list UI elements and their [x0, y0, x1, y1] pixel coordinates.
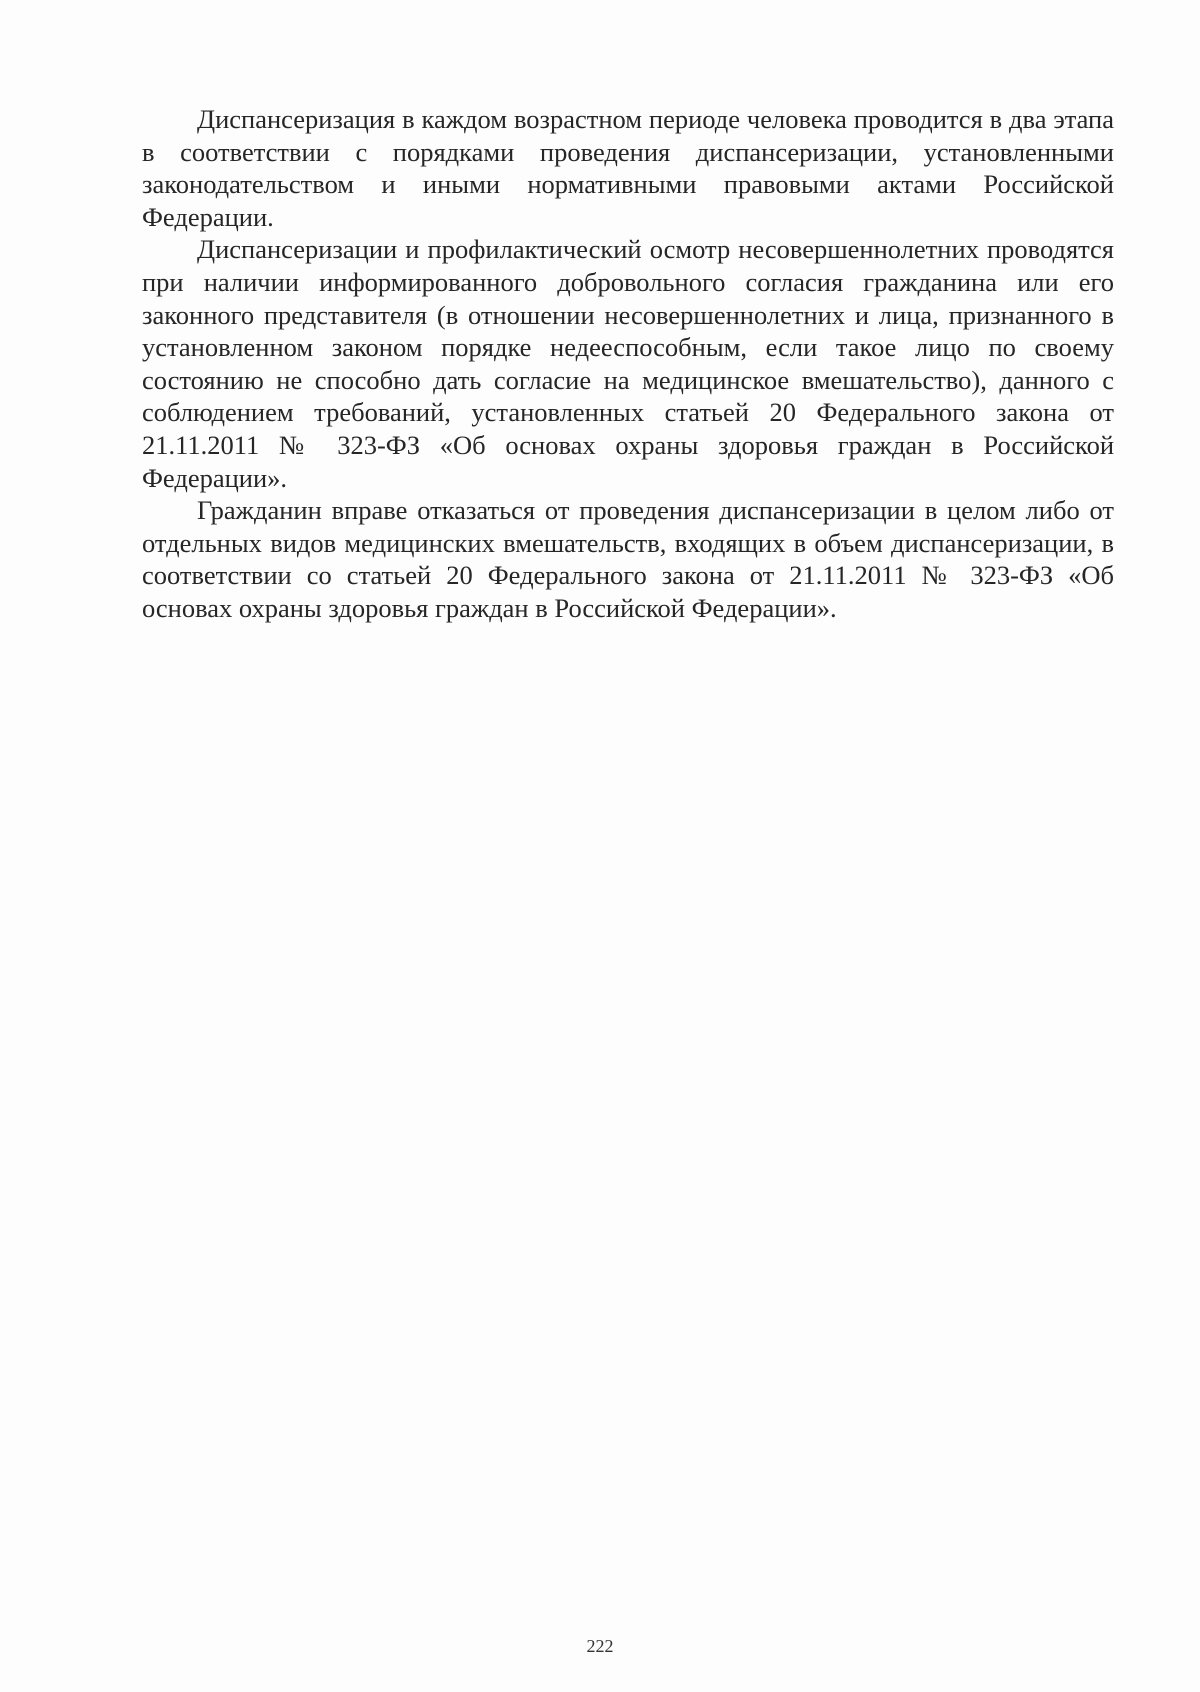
body-text: [142, 103, 1114, 625]
page-number: 222: [586, 1636, 614, 1656]
paragraph-right-to-refuse: Гражданин вправе отказаться от проведения диспансеризации в целом либо от отдельных видов медицинских вмешательств, входящих в объем диспансеризации, в соответствии со статьей 20 Федерального закона от 21.11.2011 № 323-ФЗ «Об основах охраны здоровья граждан в Российской Федерации».: [142, 495, 1114, 623]
paragraph-informed-consent: Диспансеризации и профилактический осмотр несовершеннолетних проводятся при наличии информированного добровольного согласия гражданина или его законного представителя (в отношении несовершеннолетних и лица, признанного в установленном законом порядке недееспособным, если такое лицо по своему состоянию не способно дать согласие на медицинское вмешательство), данного с соблюдением требований, установленных статьей 20 Федерального закона от 21.11.2011 № 323-ФЗ «Об основах охраны здоровья граждан в Российской Федерации».: [142, 234, 1114, 493]
paragraph-two-stage-dispensarization: Диспансеризация в каждом возрастном периоде человека проводится в два этапа в соответствии с порядками проведения диспансеризации, установленными законодательством и иными нормативными правовыми актами Российской Федерации.: [142, 104, 1114, 232]
